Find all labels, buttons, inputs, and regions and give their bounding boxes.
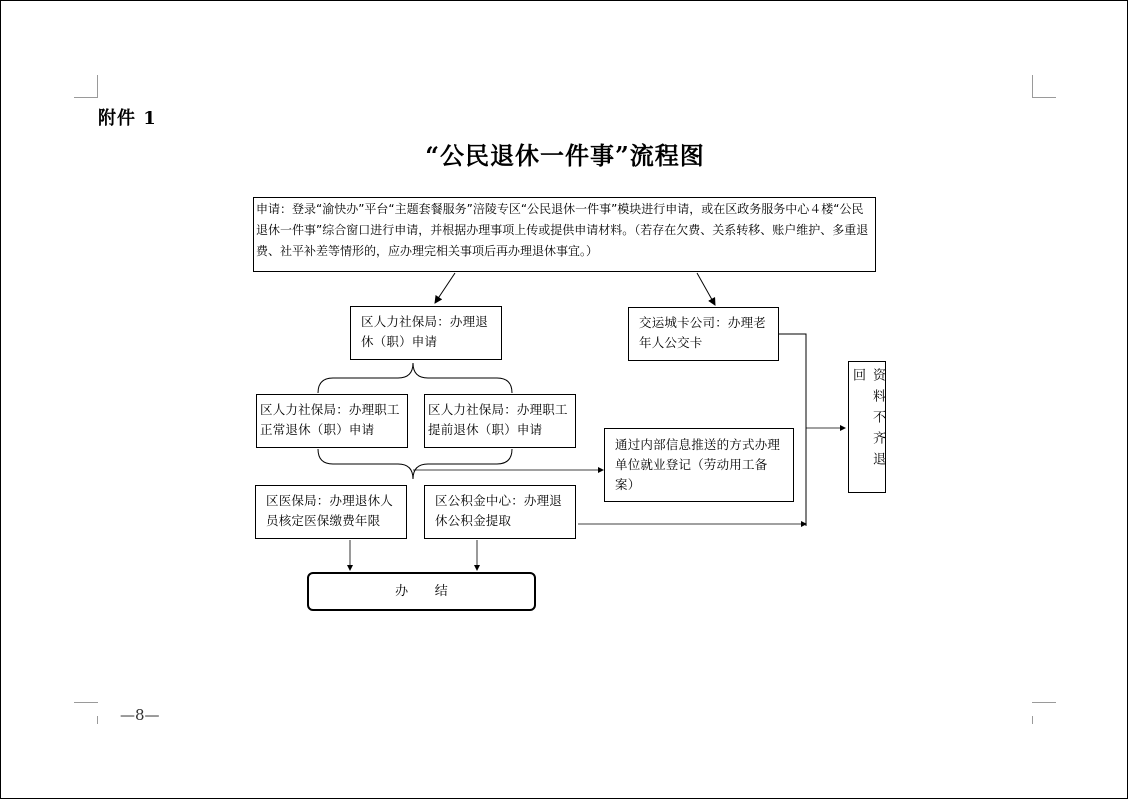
transit-card-box: 交运城卡公司：办理老年人公交卡: [628, 307, 779, 361]
brace-top: [318, 363, 512, 393]
page-title: “公民退休一件事”流程图: [425, 141, 705, 170]
incomplete-return-box: 资料不齐退回: [848, 361, 886, 493]
normal-retirement-box: 区人力社保局：办理职工正常退休（职）申请: [256, 394, 408, 448]
arrow-apply-to-transit: [697, 273, 715, 305]
completion-box: 办 结: [307, 572, 536, 611]
arrow-apply-to-hrss: [435, 273, 455, 303]
medical-insurance-box: 区医保局：办理退休人员核定医保缴费年限: [255, 485, 407, 539]
page-number: —8—: [120, 706, 160, 724]
brace-bottom: [318, 449, 512, 479]
apply-box: 申请：登录“渝快办”平台“主题套餐服务”涪陵专区“公民退休一件事”模块进行申请，或在区政务服务中心４楼“公民退休一件事”综合窗口进行申请，并根据办理事项上传或提供申请材料。（若存在欠费、关系转移、账户维护、多重退费、社平补差等情形的，应办理完相关事项后再办理退休事宜。）: [253, 197, 876, 272]
employment-registration-box: 通过内部信息推送的方式办理单位就业登记（劳动用工备案）: [604, 428, 794, 502]
provident-fund-box: 区公积金中心：办理退休公积金提取: [424, 485, 576, 539]
attachment-label: 附件 1: [98, 108, 157, 129]
hrss-retirement-box: 区人力社保局：办理退休（职）申请: [350, 306, 502, 360]
early-retirement-box: 区人力社保局：办理职工提前退休（职）申请: [424, 394, 576, 448]
